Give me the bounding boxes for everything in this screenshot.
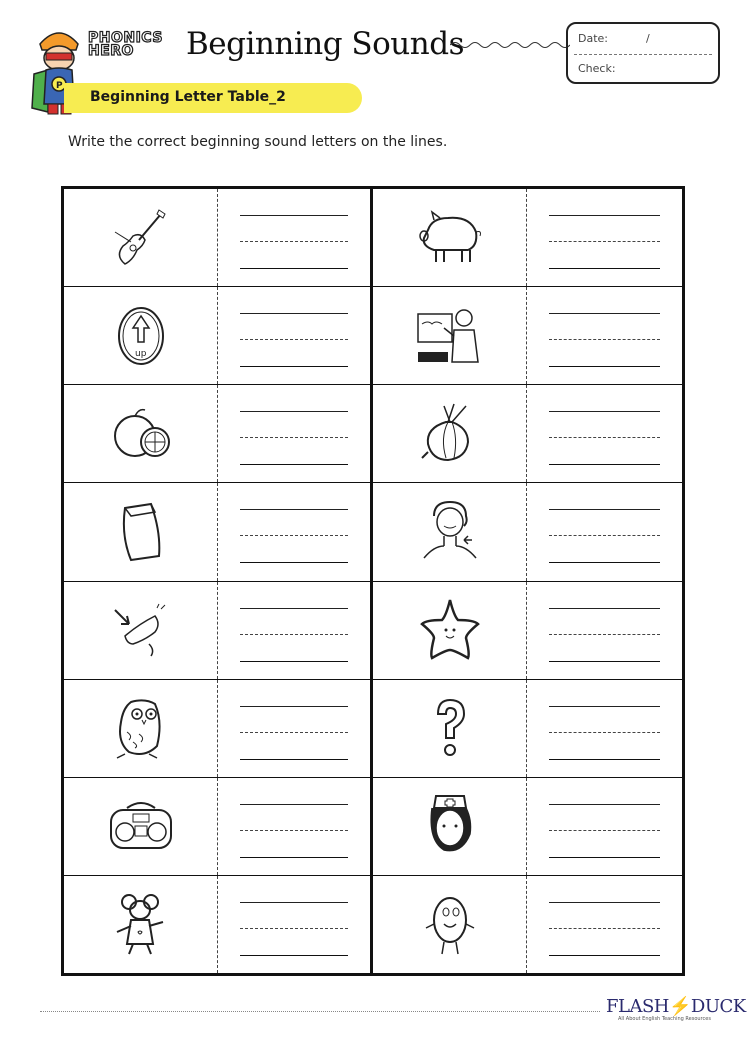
picture-cell	[373, 876, 527, 973]
picture-cell	[373, 680, 527, 777]
answer-line-base	[240, 857, 348, 858]
phonics-hero-logo	[88, 32, 163, 58]
table-row	[64, 483, 370, 581]
picture-cell	[373, 189, 527, 286]
answer-lines[interactable]	[218, 582, 370, 679]
answer-line-mid	[240, 732, 348, 733]
teacher-study-icon	[414, 300, 486, 372]
right-column	[373, 189, 682, 973]
table-row	[373, 876, 682, 973]
bag-icon	[105, 496, 177, 568]
answer-line-top	[549, 804, 660, 805]
answer-line-mid	[549, 830, 660, 831]
answer-lines[interactable]	[527, 680, 682, 777]
logo-line-1: PHONICS	[88, 30, 163, 46]
answer-line-top	[549, 313, 660, 314]
question-mark-icon	[414, 692, 486, 764]
radio-icon	[105, 790, 177, 862]
picture-cell	[64, 287, 218, 384]
lightning-bolt-icon: ⚡	[668, 996, 691, 1017]
brand-right: DUCK	[690, 996, 746, 1017]
table-row	[64, 189, 370, 287]
picture-cell	[64, 385, 218, 482]
answer-line-mid	[240, 634, 348, 635]
answer-line-top	[240, 608, 348, 609]
picture-cell	[64, 189, 218, 286]
answer-line-top	[240, 706, 348, 707]
answer-line-top	[240, 509, 348, 510]
star-icon	[414, 594, 486, 666]
answer-line-top	[240, 215, 348, 216]
answer-line-base	[240, 955, 348, 956]
answer-line-mid	[549, 241, 660, 242]
picture-cell	[373, 483, 527, 580]
table-row	[373, 189, 682, 287]
answer-line-mid	[549, 437, 660, 438]
answer-line-mid	[240, 339, 348, 340]
answer-line-base	[549, 857, 660, 858]
answer-lines[interactable]	[527, 287, 682, 384]
table-row	[373, 483, 682, 581]
orange-icon	[105, 398, 177, 470]
date-label: Date:	[578, 32, 608, 45]
owl-icon	[105, 692, 177, 764]
answer-line-top	[240, 313, 348, 314]
answer-line-base	[240, 268, 348, 269]
picture-cell	[373, 287, 527, 384]
answer-lines[interactable]	[527, 876, 682, 973]
worksheet-table	[61, 186, 685, 976]
answer-lines[interactable]	[527, 385, 682, 482]
answer-line-top	[549, 706, 660, 707]
answer-line-mid	[240, 241, 348, 242]
answer-line-mid	[549, 732, 660, 733]
table-row	[373, 582, 682, 680]
answer-line-base	[240, 759, 348, 760]
brand-left: FLASH	[606, 996, 669, 1017]
left-column	[64, 189, 373, 973]
answer-line-mid	[549, 634, 660, 635]
answer-line-mid	[240, 437, 348, 438]
answer-line-top	[549, 509, 660, 510]
picture-cell	[373, 582, 527, 679]
oval-creature-icon	[414, 888, 486, 960]
answer-line-top	[549, 215, 660, 216]
flash-duck-logo	[606, 996, 746, 1017]
answer-line-base	[240, 661, 348, 662]
picture-cell	[64, 680, 218, 777]
date-box-divider	[574, 54, 712, 55]
answer-lines[interactable]	[218, 778, 370, 875]
guitar-icon	[105, 202, 177, 274]
table-row	[373, 778, 682, 876]
answer-lines[interactable]	[218, 385, 370, 482]
answer-lines[interactable]	[218, 189, 370, 286]
answer-lines[interactable]	[527, 778, 682, 875]
picture-cell	[64, 582, 218, 679]
answer-line-top	[549, 411, 660, 412]
pig-icon	[414, 202, 486, 274]
picture-cell	[373, 385, 527, 482]
picture-cell	[64, 483, 218, 580]
instruction-text: Write the correct beginning sound letters on the lines.	[68, 134, 448, 150]
picture-cell	[64, 778, 218, 875]
picture-cell	[373, 778, 527, 875]
answer-lines[interactable]	[218, 680, 370, 777]
wavy-divider-icon	[450, 38, 570, 52]
table-row	[64, 385, 370, 483]
table-row	[373, 385, 682, 483]
answer-line-mid	[549, 535, 660, 536]
svg-text:P: P	[56, 81, 63, 91]
answer-line-top	[240, 902, 348, 903]
answer-line-mid	[549, 339, 660, 340]
answer-line-base	[549, 955, 660, 956]
answer-line-mid	[240, 535, 348, 536]
table-row	[64, 778, 370, 876]
answer-line-base	[549, 562, 660, 563]
mouse-icon	[105, 888, 177, 960]
table-row	[64, 582, 370, 680]
answer-lines[interactable]	[218, 287, 370, 384]
table-row	[64, 680, 370, 778]
answer-line-base	[240, 562, 348, 563]
answer-line-base	[549, 759, 660, 760]
answer-lines[interactable]	[218, 876, 370, 973]
tagline-left: All About English	[618, 1016, 661, 1022]
tagline-right: Teaching Resources	[661, 1016, 711, 1022]
nurse-icon	[414, 790, 486, 862]
answer-line-base	[549, 366, 660, 367]
answer-lines[interactable]	[218, 483, 370, 580]
table-row	[373, 680, 682, 778]
date-separator: /	[646, 32, 650, 45]
date-check-box	[566, 22, 720, 84]
lips-arrow-icon	[105, 594, 177, 666]
up-coin-icon	[105, 300, 177, 372]
answer-lines[interactable]	[527, 483, 682, 580]
table-row	[64, 876, 370, 973]
answer-line-base	[549, 268, 660, 269]
answer-line-base	[240, 464, 348, 465]
answer-line-base	[240, 366, 348, 367]
onion-icon	[414, 398, 486, 470]
answer-lines[interactable]	[527, 189, 682, 286]
footer-divider	[40, 1011, 600, 1012]
page-title: Beginning Sounds	[186, 26, 464, 62]
answer-line-base	[549, 661, 660, 662]
answer-lines[interactable]	[527, 582, 682, 679]
answer-line-mid	[240, 830, 348, 831]
table-row	[373, 287, 682, 385]
subtitle: Beginning Letter Table_2	[90, 89, 286, 105]
neck-icon	[414, 496, 486, 568]
answer-line-mid	[549, 928, 660, 929]
answer-line-mid	[240, 928, 348, 929]
answer-line-top	[240, 411, 348, 412]
answer-line-top	[240, 804, 348, 805]
answer-line-top	[549, 608, 660, 609]
svg-text:up: up	[134, 348, 146, 359]
brand-tagline	[618, 1016, 711, 1022]
answer-line-top	[549, 902, 660, 903]
answer-line-base	[549, 464, 660, 465]
table-row	[64, 287, 370, 385]
picture-cell	[64, 876, 218, 973]
logo-line-2: HERO	[88, 43, 134, 59]
check-label: Check:	[578, 62, 616, 75]
